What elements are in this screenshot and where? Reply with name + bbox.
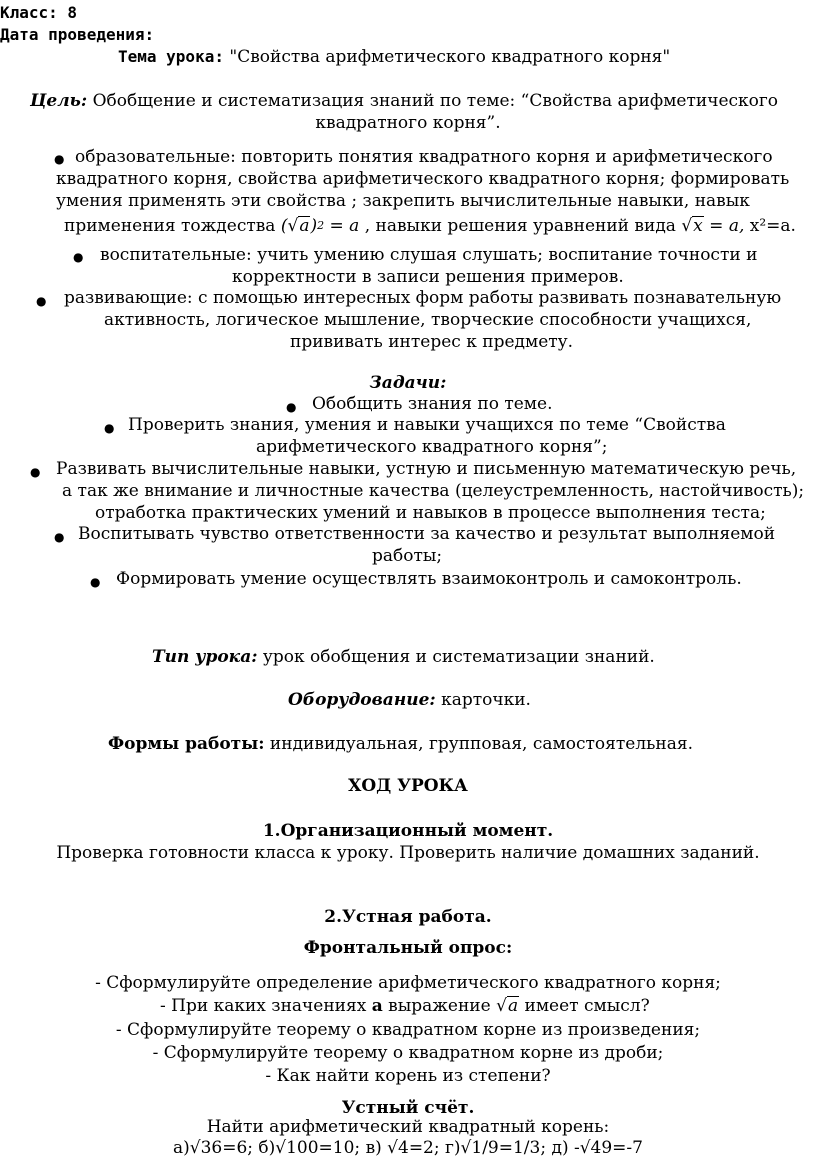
question-2-a: - При каких значениях (160, 996, 367, 1016)
section-1-title: 1.Организационный момент. (262, 821, 554, 841)
lesson-type-line (152, 646, 655, 668)
identity-formula: $(√a)^2 = a$ (280, 216, 360, 236)
survey-title: Фронтальный опрос: (303, 938, 513, 958)
bullet-icon: ● (286, 400, 297, 414)
dev-line-3: прививать интерес к предмету. (290, 332, 574, 352)
bullet-icon: ● (90, 575, 101, 589)
work-forms-label: Формы работы: (108, 734, 265, 754)
topic-value: "Свойства арифметического квадратного корня" (229, 47, 671, 67)
topic-line (118, 46, 670, 68)
task-3-c: отработка практических умений и навыков в процессе выполнения теста; (95, 503, 766, 523)
oral-count-task: Найти арифметический квадратный корень: (206, 1117, 610, 1137)
edu-line-4-b: , навыки решения уравнений вида (364, 216, 676, 236)
equation-formula: √x = a, (681, 216, 745, 236)
task-2-a: Проверить знания, умения и навыки учащихся по теме “Свойства (128, 415, 726, 435)
edu-line-3: умения применять эти свойства ; закрепить вычислительные навыки, навык (56, 191, 750, 211)
question-2-c: выражение (388, 996, 491, 1016)
question-2-d: имеет смысл? (524, 996, 650, 1016)
edu-line-4-a: применения тождества (64, 216, 276, 236)
section-1-text: Проверка готовности класса к уроку. Проверить наличие домашних заданий. (56, 843, 760, 863)
edu-line-2: квадратного корня, свойства арифметического квадратного корня; формировать (56, 169, 790, 189)
question-2-variable: а (371, 996, 383, 1016)
dev-line-1: развивающие: с помощью интересных форм работы развивать познавательную (64, 288, 782, 308)
oral-count-title: Устный счёт. (341, 1098, 475, 1118)
work-forms-line (108, 733, 693, 755)
class-label: Класс: 8 (0, 3, 78, 22)
question-2 (160, 995, 650, 1017)
task-4-b: работы; (372, 546, 443, 566)
bullet-icon: ● (36, 294, 47, 308)
topic-label: Тема урока: (118, 47, 224, 66)
task-4-a: Воспитывать чувство ответственности за качество и результат выполняемой (78, 524, 776, 544)
goal-label: Цель: (30, 91, 88, 111)
date-label: Дата проведения: (0, 25, 155, 44)
up-line-2: корректности в записи решения примеров. (232, 267, 624, 287)
question-1: - Сформулируйте определение арифметического квадратного корня; (95, 973, 721, 993)
bullet-icon: ● (73, 250, 84, 264)
lesson-type-label: Тип урока: (152, 647, 258, 667)
bullet-icon: ● (30, 465, 41, 479)
edu-line-4 (64, 215, 796, 237)
lesson-type-value: урок обобщения и систематизации знаний. (262, 647, 655, 667)
lesson-title: ХОД УРОКА (348, 776, 468, 796)
bullet-icon: ● (54, 152, 65, 166)
equipment-label: Оборудование: (288, 690, 436, 710)
task-1: Обобщить знания по теме. (312, 394, 553, 414)
up-line-1: воспитательные: учить умению слушая слушать; воспитание точности и (100, 245, 758, 265)
task-3-b: а так же внимание и личностные качества (целеустремленность, настойчивость); (62, 481, 805, 501)
oral-count-examples: а)√36=6; б)√100=10; в) √4=2; г)√1/9=1/3; д) -√49=-7 (172, 1138, 643, 1158)
task-5: Формировать умение осуществлять взаимоконтроль и самоконтроль. (116, 569, 742, 589)
equipment-line (288, 689, 531, 711)
question-5: - Как найти корень из степени? (265, 1066, 551, 1086)
edu-line-4-c: x²=a. (749, 216, 796, 236)
work-forms-value: индивидуальная, групповая, самостоятельная. (269, 734, 693, 754)
dev-line-2: активность, логическое мышление, творческие способности учащихся, (104, 310, 752, 330)
question-4: - Сформулируйте теорему о квадратном корне из дроби; (152, 1043, 664, 1063)
goal-text-2: квадратного корня”. (315, 113, 501, 133)
bullet-icon: ● (54, 530, 65, 544)
goal-line (30, 90, 778, 112)
task-3-a: Развивать вычислительные навыки, устную и письменную математическую речь, (56, 459, 797, 479)
section-2-title: 2.Устная работа. (324, 907, 492, 927)
question-3: - Сформулируйте теорему о квадратном корне из произведения; (115, 1020, 701, 1040)
tasks-label: Задачи: (369, 373, 447, 393)
goal-text-1: Обобщение и систематизация знаний по теме: “Свойства арифметического (92, 91, 779, 111)
sqrt-a-formula: √a (496, 996, 519, 1016)
equipment-value: карточки. (441, 690, 531, 710)
edu-line-1: образовательные: повторить понятия квадратного корня и арифметического (75, 147, 773, 167)
task-2-b: арифметического квадратного корня”; (256, 437, 608, 457)
bullet-icon: ● (104, 421, 115, 435)
